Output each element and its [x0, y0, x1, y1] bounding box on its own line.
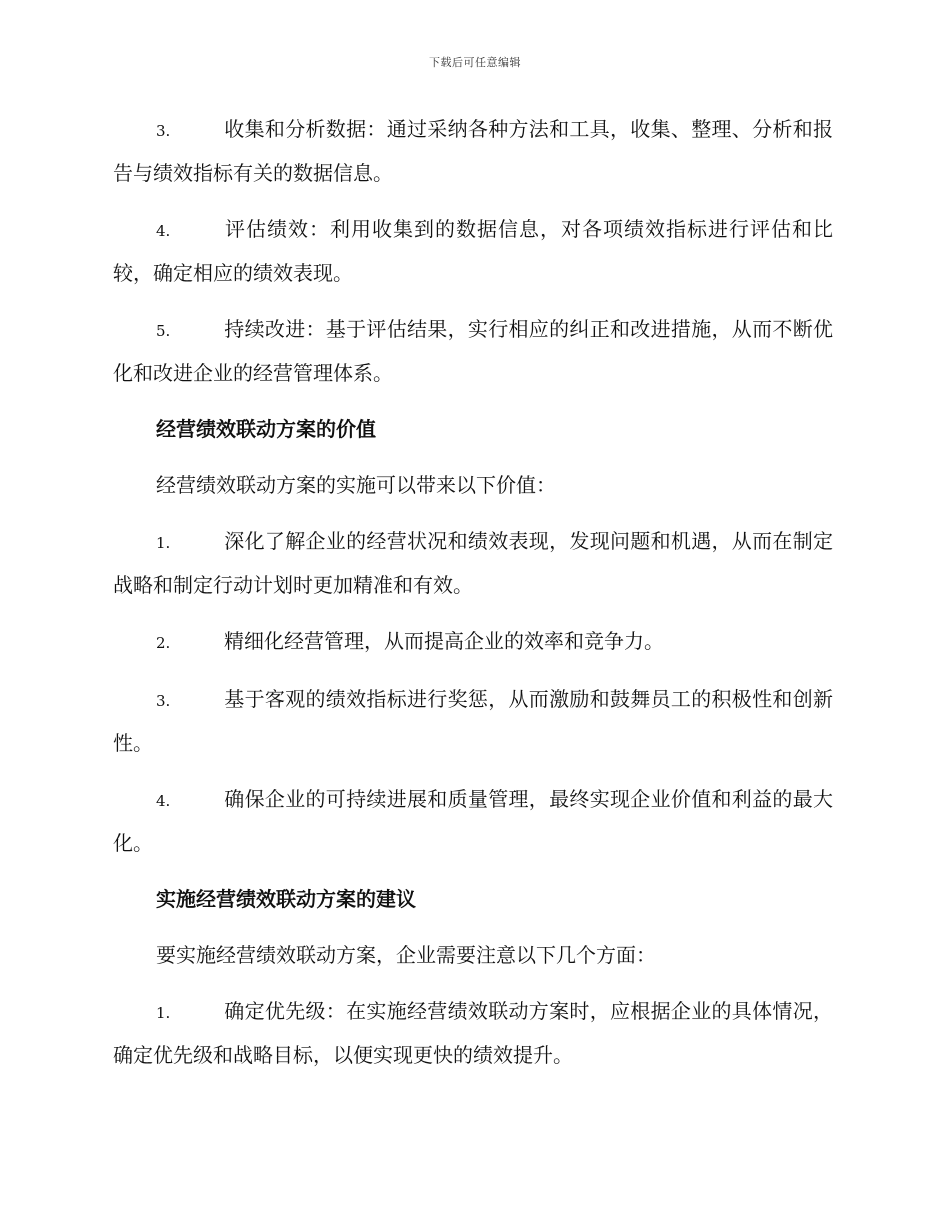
page-header: 下载后可任意编辑 [429, 56, 521, 69]
list-text: 深化了解企业的经营状况和绩效表现，发现问题和机遇，从而在制定战略和制定行动计划时更加精准和有效。 [113, 529, 833, 597]
list-text: 确定优先级：在实施经营绩效联动方案时，应根据企业的具体情况，确定优先级和战略目标，以便实现更快的绩效提升。 [113, 999, 833, 1067]
list-number: 3. [156, 692, 171, 710]
list-number: 1. [156, 534, 171, 552]
list-item [113, 620, 833, 664]
list-text: 持续改进：基于评估结果，实行相应的纠正和改进措施，从而不断优化和改进企业的经营管理体系。 [113, 317, 833, 385]
list-item [113, 520, 833, 606]
list-item [113, 108, 833, 194]
list-text: 收集和分析数据：通过采纳各种方法和工具，收集、整理、分析和报告与绩效指标有关的数据信息。 [113, 117, 833, 185]
list-number: 5. [156, 322, 171, 340]
list-number: 3. [156, 122, 171, 140]
section-heading: 实施经营绩效联动方案的建议 [156, 887, 416, 911]
list-number: 4. [156, 792, 171, 810]
paragraph: 经营绩效联动方案的实施可以带来以下价值： [156, 473, 556, 497]
list-text: 评估绩效：利用收集到的数据信息，对各项绩效指标进行评估和比较，确定相应的绩效表现。 [113, 217, 833, 285]
list-item [113, 308, 833, 394]
list-item [113, 990, 833, 1076]
list-item [113, 208, 833, 294]
list-item [113, 778, 833, 864]
list-item [113, 678, 833, 764]
document-body [113, 108, 833, 1090]
list-text: 确保企业的可持续进展和质量管理，最终实现企业价值和利益的最大化。 [113, 787, 833, 855]
list-text: 精细化经营管理，从而提高企业的效率和竞争力。 [224, 629, 664, 653]
list-number: 1. [156, 1004, 171, 1022]
paragraph: 要实施经营绩效联动方案，企业需要注意以下几个方面： [156, 943, 656, 967]
list-number: 4. [156, 222, 171, 240]
section-heading: 经营绩效联动方案的价值 [156, 417, 376, 441]
list-number: 2. [156, 634, 171, 652]
list-text: 基于客观的绩效指标进行奖惩，从而激励和鼓舞员工的积极性和创新性。 [113, 687, 833, 755]
